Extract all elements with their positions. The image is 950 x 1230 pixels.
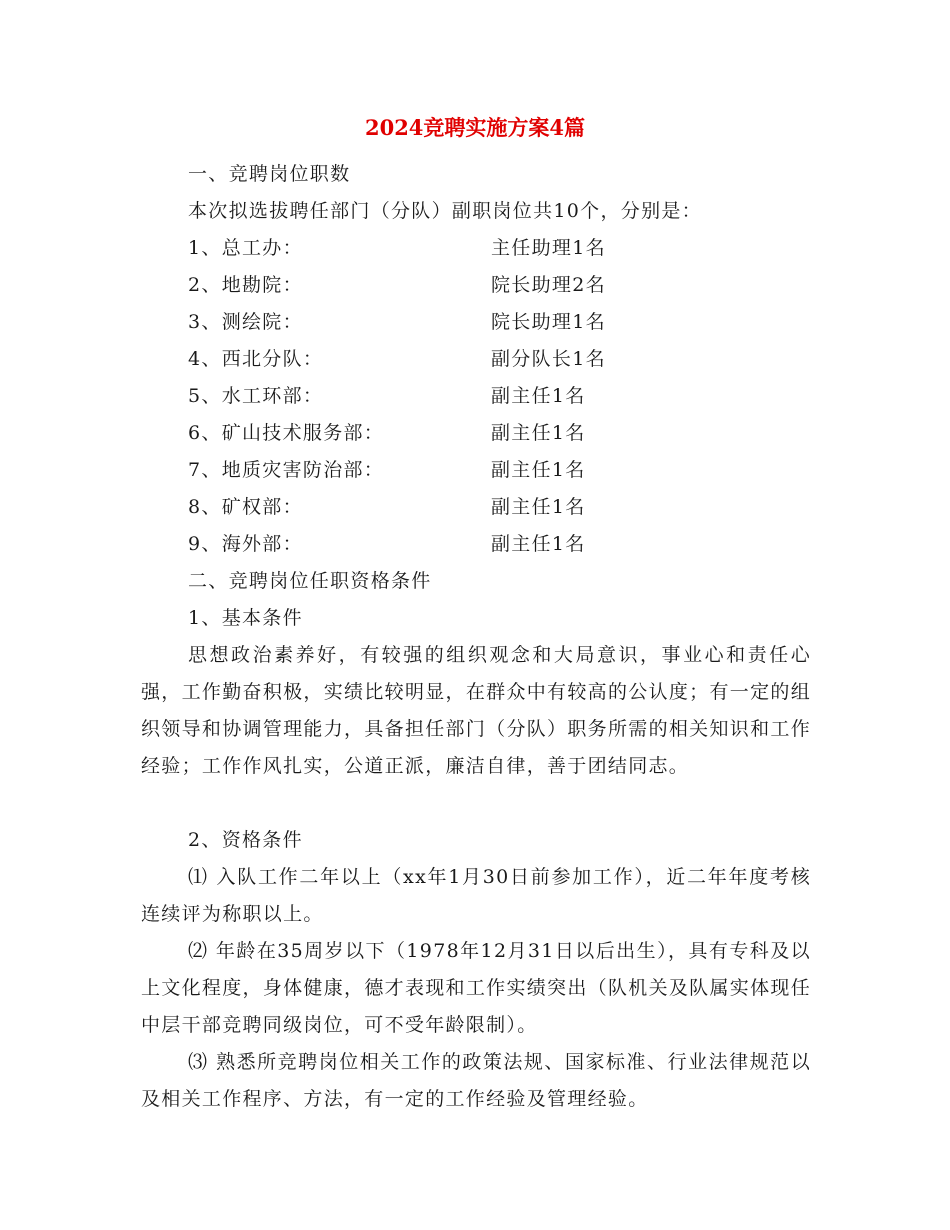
intro-text: 本次拟选拔聘任部门（分队）副职岗位共10个，分别是： bbox=[188, 200, 702, 222]
position-dept-8: 8、矿权部： bbox=[188, 496, 303, 518]
position-dept-7: 7、地质灾害防治部： bbox=[188, 459, 385, 481]
section-heading-positions: 一、竞聘岗位职数 bbox=[188, 163, 351, 185]
position-role-7: 副主任1名 bbox=[491, 459, 586, 481]
position-role-3: 院长助理1名 bbox=[491, 311, 606, 333]
position-dept-3: 3、测绘院： bbox=[188, 311, 303, 333]
paragraph-qualification-3: ⑶ 熟悉所竞聘岗位相关工作的政策法规、国家标准、行业法律规范以及相关工作程序、方法，有一定的工作经验及管理经验。 bbox=[141, 1051, 811, 1110]
document-title: 2024竞聘实施方案4篇 bbox=[364, 115, 586, 140]
subheading-basic-conditions: 1、基本条件 bbox=[188, 607, 303, 629]
position-dept-9: 9、海外部： bbox=[188, 533, 303, 555]
paragraph-qualification-1: ⑴ 入队工作二年以上（xx年1月30日前参加工作），近二年年度考核连续评为称职以上。 bbox=[141, 866, 811, 925]
position-role-5: 副主任1名 bbox=[491, 385, 586, 407]
subheading-qualification-conditions: 2、资格条件 bbox=[188, 829, 303, 851]
position-role-9: 副主任1名 bbox=[491, 533, 586, 555]
position-role-8: 副主任1名 bbox=[491, 496, 586, 518]
position-dept-5: 5、水工环部： bbox=[188, 385, 324, 407]
position-role-4: 副分队长1名 bbox=[491, 348, 606, 370]
position-role-2: 院长助理2名 bbox=[491, 274, 606, 296]
position-dept-6: 6、矿山技术服务部： bbox=[188, 422, 385, 444]
position-role-1: 主任助理1名 bbox=[491, 237, 606, 259]
position-dept-2: 2、地勘院： bbox=[188, 274, 303, 296]
paragraph-basic-conditions: 思想政治素养好，有较强的组织观念和大局意识，事业心和责任心强，工作勤奋积极，实绩比较明显，在群众中有较高的公认度；有一定的组织领导和协调管理能力，具备担任部门（分队）职务所需的相关知识和工作经验；工作作风扎实，公道正派，廉洁自律，善于团结同志。 bbox=[141, 644, 811, 777]
position-dept-1: 1、总工办： bbox=[188, 237, 303, 259]
position-dept-4: 4、西北分队： bbox=[188, 348, 324, 370]
section-heading-qualifications: 二、竞聘岗位任职资格条件 bbox=[188, 570, 432, 592]
paragraph-qualification-2: ⑵ 年龄在35周岁以下（1978年12月31日以后出生），具有专科及以上文化程度，身体健康，德才表现和工作实绩突出（队机关及队属实体现任中层干部竞聘同级岗位，可不受年龄限制）。 bbox=[141, 940, 811, 1036]
position-role-6: 副主任1名 bbox=[491, 422, 586, 444]
